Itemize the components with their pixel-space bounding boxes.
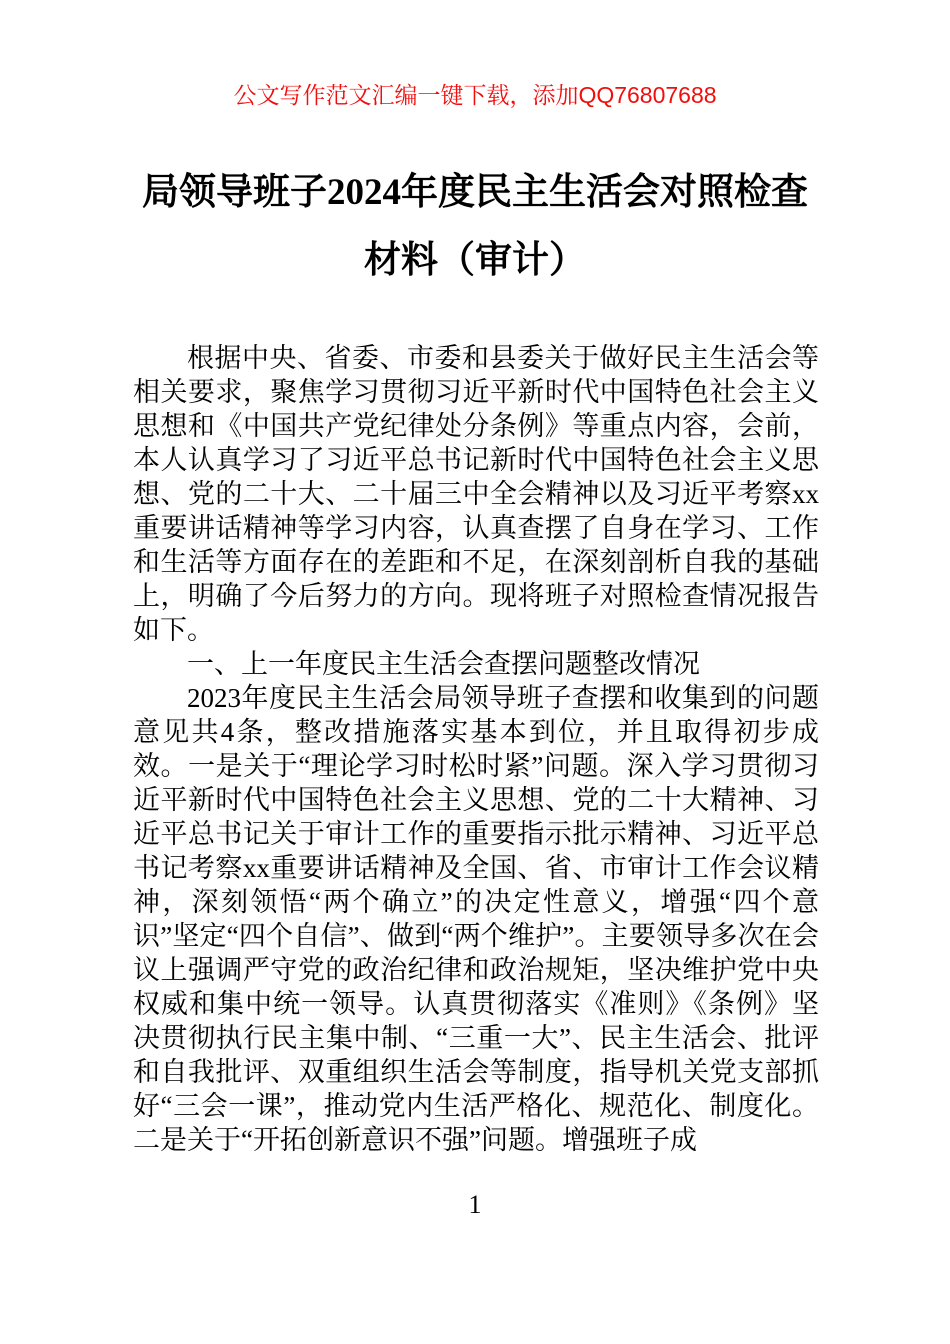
document-title-line-2: 材料（审计） (364, 240, 586, 281)
header-promo-notice: 公文写作范文汇编一键下载，添加QQ76807688 (233, 82, 717, 108)
page-number: 1 (468, 1190, 482, 1219)
paragraph-intro: 根据中央、省委、市委和县委关于做好民主生活会等相关要求，聚焦学习贯彻习近平新时代中国特色社会主义思想和《中国共产党纪律处分条例》等重点内容，会前，本人认真学习了习近平总书记新时代中国特色社会主义思想、党的二十大、二十届三中全会精神以及习近平考察xx重要讲话精神等学习内容，认真查摆了自身在学习、工作和生活等方面存在的差距和不足，在深刻剖析自我的基础上，明确了今后努力的方向。现将班子对照检查情况报告如下。 (133, 343, 819, 645)
document-title-line-1: 局领导班子2024年度民主生活会对照检查 (142, 172, 808, 213)
document-title (0, 159, 950, 295)
section-heading-1: 一、上一年度民主生活会查摆问题整改情况 (187, 649, 700, 679)
paragraph-rectification-status: 2023年度民主生活会局领导班子查摆和收集到的问题意见共4条，整改措施落实基本到位，并且取得初步成效。一是关于“理论学习时松时紧”问题。深入学习贯彻习近平新时代中国特色社会主义思想、党的二十大精神、习近平总书记关于审计工作的重要指示批示精神、习近平总书记考察xx重要讲话精神及全国、省、市审计工作会议精神，深刻领悟“两个确立”的决定性意义，增强“四个意识”坚定“四个自信”、做到“两个维护”。主要领导多次在会议上强调严守党的政治纪律和政治规矩，坚决维护党中央权威和集中统一领导。认真贯彻落实《准则》《条例》坚决贯彻执行民主集中制、“三重一大”、民主生活会、批评和自我批评、双重组织生活会等制度，指导机关党支部抓好“三会一课”，推动党内生活严格化、规范化、制度化。二是关于“开拓创新意识不强”问题。增强班子成 (133, 683, 819, 1155)
document-body (133, 341, 819, 1157)
